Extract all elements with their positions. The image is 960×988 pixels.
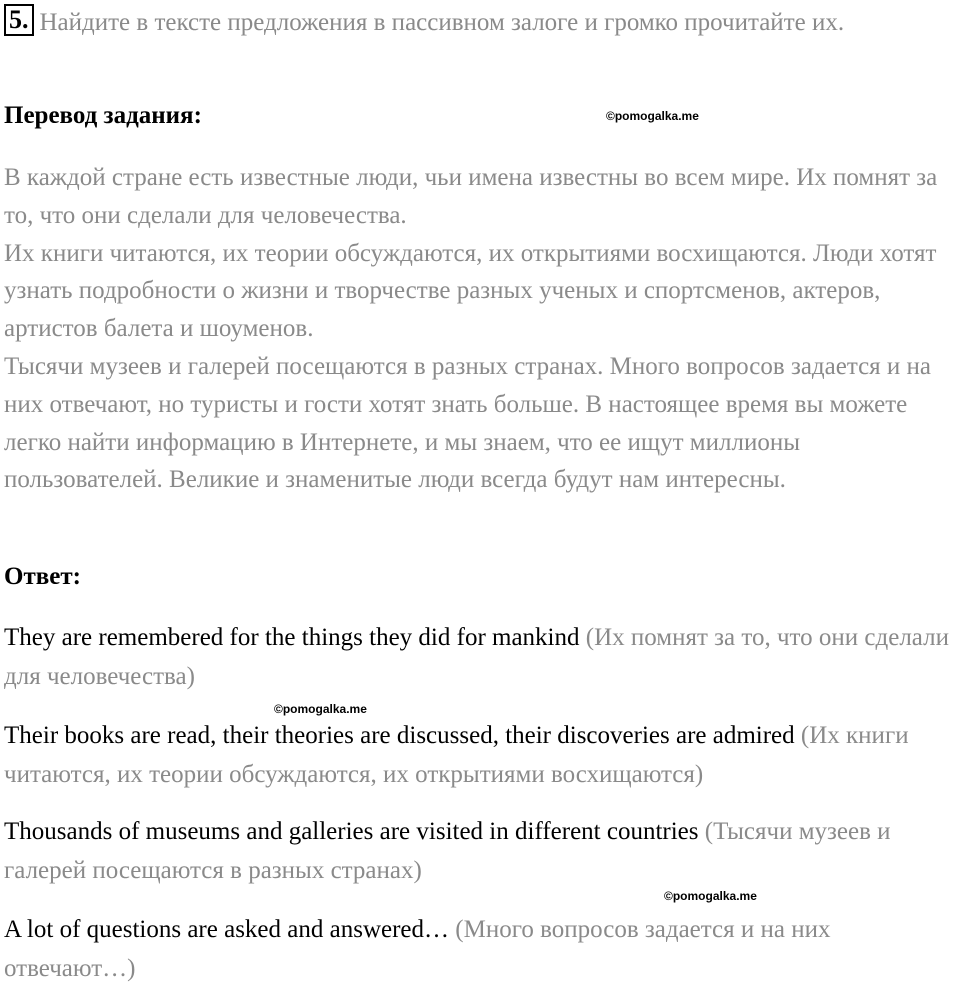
answer-russian: (Их помнят за то, что они сделали для человечества) — [4, 624, 949, 690]
watermark: ©pomogalka.me — [664, 889, 757, 903]
answer-item — [4, 910, 954, 988]
translation-heading: Перевод задания: — [4, 102, 202, 129]
watermark: ©pomogalka.me — [606, 109, 699, 123]
translation-paragraph: Их книги читаются, их теории обсуждаются, их открытиями восхищаются. Люди хотят узнать подробности о жизни и творчестве разных ученых и спортсменов, актеров, артистов балета и шоуменов. — [4, 239, 937, 343]
answer-russian: (Тысячи музеев и галерей посещаются в разных странах) — [4, 818, 891, 884]
translation-paragraph: В каждой стране есть известные люди, чьи имена известны во всем мире. Их помнят за то, что они сделали для человечества. — [4, 164, 938, 229]
answer-item — [4, 716, 954, 794]
answer-english: Their books are read, their theories are discussed, their discoveries are admired — [4, 722, 795, 749]
task-statement — [4, 4, 954, 42]
watermark: ©pomogalka.me — [274, 702, 367, 716]
answer-english: A lot of questions are asked and answered… — [4, 916, 450, 943]
answer-russian: (Их книги читаются, их теории обсуждаются, их открытиями восхищаются) — [4, 722, 909, 788]
answer-english: Thousands of museums and galleries are visited in different countries — [4, 818, 699, 845]
answer-item — [4, 618, 954, 696]
task-number: 5. — [4, 4, 34, 36]
answer-english: They are remembered for the things they did for mankind — [4, 624, 580, 651]
translation-text — [4, 159, 954, 499]
answer-russian: (Много вопросов задается и на них отвечают…) — [4, 916, 831, 982]
translation-paragraph: Тысячи музеев и галерей посещаются в разных странах. Много вопросов задается и на них отвечают, но туристы и гости хотят знать больше. В настоящее время вы можете легко найти информацию в Интернете, и мы знаем, что ее ищут миллионы пользователей. Великие и знаменитые люди всегда будут нам интересны. — [4, 352, 932, 494]
answer-heading: Ответ: — [4, 563, 81, 590]
answer-item — [4, 812, 954, 890]
task-text: Найдите в тексте предложения в пассивном залоге и громко прочитайте их. — [39, 9, 845, 36]
